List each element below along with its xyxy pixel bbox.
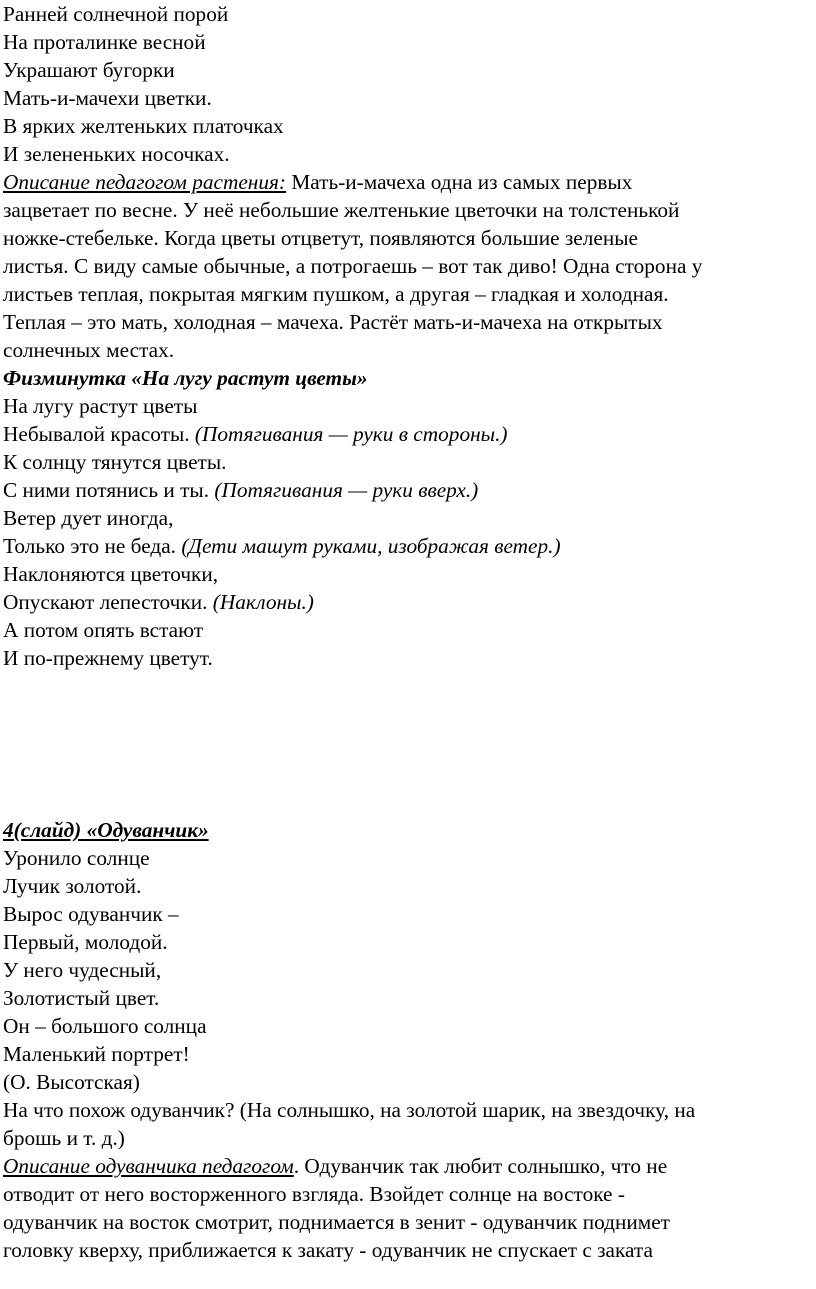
fizminutka-line xyxy=(3,476,478,504)
poem-line: На проталинке весной xyxy=(3,30,206,54)
slide4-poem-line: Вырос одуванчик – xyxy=(3,902,179,926)
fizminutka-text: Ветер дует иногда, xyxy=(3,506,174,530)
slide4-poem-line: Лучик золотой. xyxy=(3,874,142,898)
fizminutka-line xyxy=(3,560,218,588)
slide4-poem-line: Первый, молодой. xyxy=(3,930,168,954)
poem-line: Мать-и-мачехи цветки. xyxy=(3,86,212,110)
poem-author: (О. Высотская) xyxy=(3,1070,140,1094)
dandelion-description-text: отводит от него восторженного взгляда. Взойдет солнце на востоке - xyxy=(3,1182,625,1206)
fizminutka-text: С ними потянись и ты. xyxy=(3,478,215,502)
fizminutka-text: Наклоняются цветочки, xyxy=(3,562,219,586)
dandelion-description-label: Описание одуванчика педагогом xyxy=(3,1154,294,1178)
poem-line: Ранней солнечной порой xyxy=(3,2,229,26)
fizminutka-text: К солнцу тянутся цветы. xyxy=(3,450,227,474)
plant-description-line xyxy=(3,168,632,196)
dandelion-description-line xyxy=(3,1152,667,1180)
poem-line: В ярких желтеньких платочках xyxy=(3,114,284,138)
fizminutka-line xyxy=(3,644,213,672)
slide4-poem-line: Он – большого солнца xyxy=(3,1014,207,1038)
fizminutka-line xyxy=(3,392,197,420)
fizminutka-line xyxy=(3,532,561,560)
plant-description-label: Описание педагогом растения: xyxy=(3,170,287,194)
fizminutka-note: (Дети машут руками, изображая ветер.) xyxy=(181,534,561,558)
fizminutka-heading: Физминутка «На лугу растут цветы» xyxy=(3,366,368,390)
fizminutka-text: И по-прежнему цветут. xyxy=(3,646,213,670)
plant-description-text: листья. С виду самые обычные, а потрогаешь – вот так диво! Одна сторона у xyxy=(3,254,703,278)
fizminutka-text: На лугу растут цветы xyxy=(3,394,198,418)
fizminutka-text: Опускают лепесточки. xyxy=(3,590,213,614)
plant-description-text: зацветает по весне. У неё небольшие желтенькие цветочки на толстенькой xyxy=(3,198,680,222)
slide4-poem-line: Золотистый цвет. xyxy=(3,986,160,1010)
slide4-poem-line: Уронило солнце xyxy=(3,846,150,870)
poem-line: И зелененьких носочках. xyxy=(3,142,230,166)
fizminutka-text: Небывалой красоты. xyxy=(3,422,195,446)
plant-description-text: ножке-стебельке. Когда цветы отцветут, появляются большие зеленые xyxy=(3,226,638,250)
slide4-poem-line: У него чудесный, xyxy=(3,958,162,982)
question-line: На что похож одуванчик? (На солнышко, на золотой шарик, на звездочку, на xyxy=(3,1098,696,1122)
fizminutka-line xyxy=(3,420,508,448)
plant-description-text: листьев теплая, покрытая мягким пушком, а другая – гладкая и холодная. xyxy=(3,282,669,306)
fizminutka-text: Только это не беда. xyxy=(3,534,182,558)
poem-line: Украшают бугорки xyxy=(3,58,175,82)
dandelion-description-text: . Одуванчик так любит солнышко, что не xyxy=(293,1154,668,1178)
plant-description-text: солнечных местах. xyxy=(3,338,175,362)
question-line: брошь и т. д.) xyxy=(3,1126,125,1150)
plant-description-text: Мать-и-мачеха одна из самых первых xyxy=(286,170,633,194)
fizminutka-note: (Потягивания — руки в стороны.) xyxy=(194,422,508,446)
plant-description-text: Теплая – это мать, холодная – мачеха. Растёт мать-и-мачеха на открытых xyxy=(3,310,663,334)
fizminutka-text: А потом опять встают xyxy=(3,618,204,642)
fizminutka-note: (Наклоны.) xyxy=(212,590,314,614)
dandelion-description-text: головку кверху, приближается к закату - одуванчик не спускает с заката xyxy=(3,1238,653,1262)
fizminutka-line xyxy=(3,588,314,616)
fizminutka-line xyxy=(3,504,173,532)
slide4-heading: 4(слайд) «Одуванчик» xyxy=(3,818,209,842)
dandelion-description-text: одуванчик на восток смотрит, поднимается в зенит - одуванчик поднимет xyxy=(3,1210,670,1234)
fizminutka-line xyxy=(3,448,226,476)
fizminutka-note: (Потягивания — руки вверх.) xyxy=(214,478,479,502)
fizminutka-line xyxy=(3,616,203,644)
slide4-poem-line: Маленький портрет! xyxy=(3,1042,190,1066)
